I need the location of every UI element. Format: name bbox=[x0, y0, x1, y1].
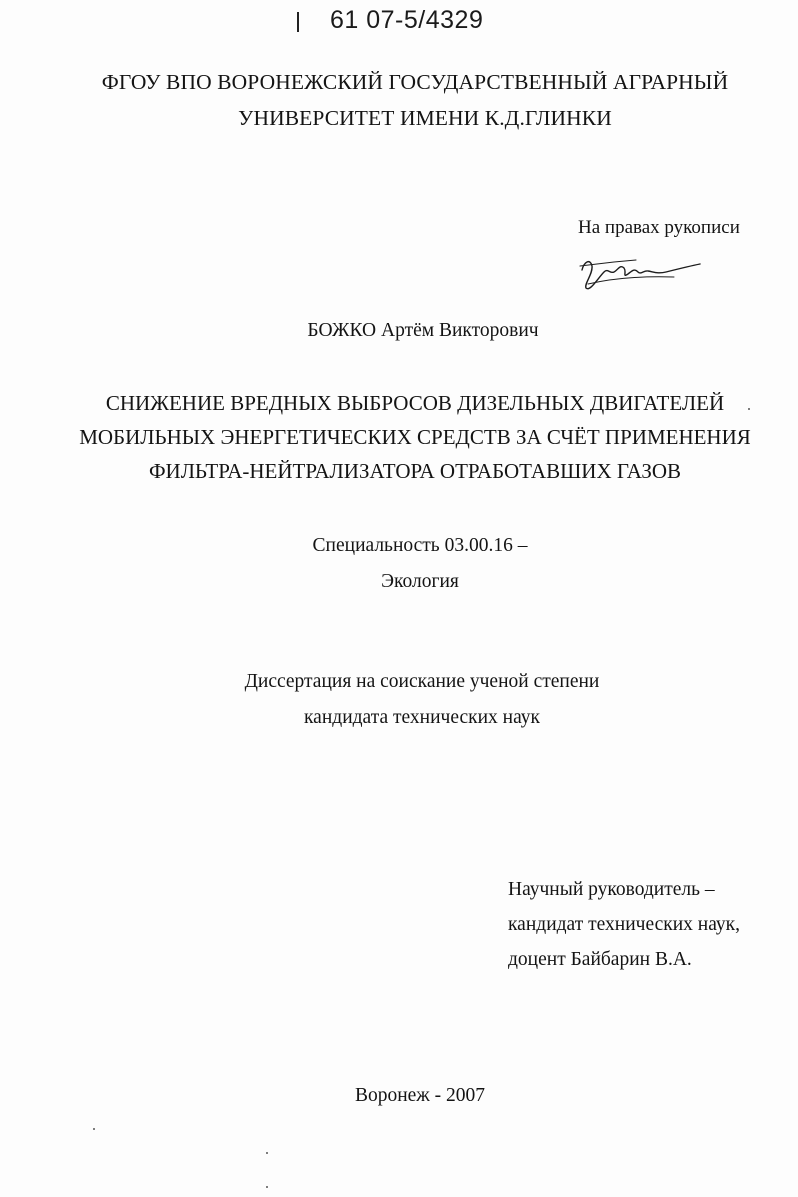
degree-block bbox=[0, 664, 798, 736]
specialty-code: Специальность 03.00.16 – bbox=[312, 535, 528, 556]
dissertation-title bbox=[0, 386, 798, 488]
institution-line-1: ФГОУ ВПО ВОРОНЕЖСКИЙ ГОСУДАРСТВЕННЫЙ АГРАРНЫЙ bbox=[101, 70, 729, 94]
institution-line-2: УНИВЕРСИТЕТ ИМЕНИ К.Д.ГЛИНКИ bbox=[238, 106, 612, 130]
scan-speck bbox=[266, 1152, 268, 1154]
title-line-1: СНИЖЕНИЕ ВРЕДНЫХ ВЫБРОСОВ ДИЗЕЛЬНЫХ ДВИГАТЕЛЕЙ bbox=[105, 391, 725, 415]
author-signature bbox=[574, 244, 704, 294]
institution-name bbox=[0, 64, 798, 136]
title-line-2: МОБИЛЬНЫХ ЭНЕРГЕТИЧЕСКИХ СРЕДСТВ ЗА СЧЁТ ПРИМЕНЕНИЯ bbox=[79, 425, 751, 449]
scientific-advisor bbox=[508, 872, 740, 977]
scan-speck bbox=[266, 1186, 268, 1188]
specialty-name: Экология bbox=[381, 571, 459, 592]
degree-line-2: кандидата технических наук bbox=[304, 707, 540, 728]
archive-code: 61 07-5/4329 bbox=[330, 6, 484, 34]
manuscript-rights-note: На правах рукописи bbox=[578, 217, 740, 238]
degree-line-1: Диссертация на соискание ученой степени bbox=[244, 671, 600, 692]
author-name: БОЖКО Артём Викторович bbox=[307, 320, 539, 341]
title-line-3: ФИЛЬТРА-НЕЙТРАЛИЗАТОРА ОТРАБОТАВШИХ ГАЗОВ bbox=[148, 459, 682, 483]
stamp-mark bbox=[297, 12, 299, 32]
city-year: Воронеж - 2007 bbox=[354, 1085, 486, 1106]
scan-speck bbox=[93, 1128, 95, 1130]
advisor-line-1: Научный руководитель – bbox=[508, 879, 715, 900]
scan-speck bbox=[748, 408, 750, 410]
advisor-line-2: кандидат технических наук, bbox=[508, 914, 740, 935]
advisor-line-3: доцент Байбарин В.А. bbox=[508, 949, 692, 970]
specialty-block bbox=[0, 528, 798, 600]
